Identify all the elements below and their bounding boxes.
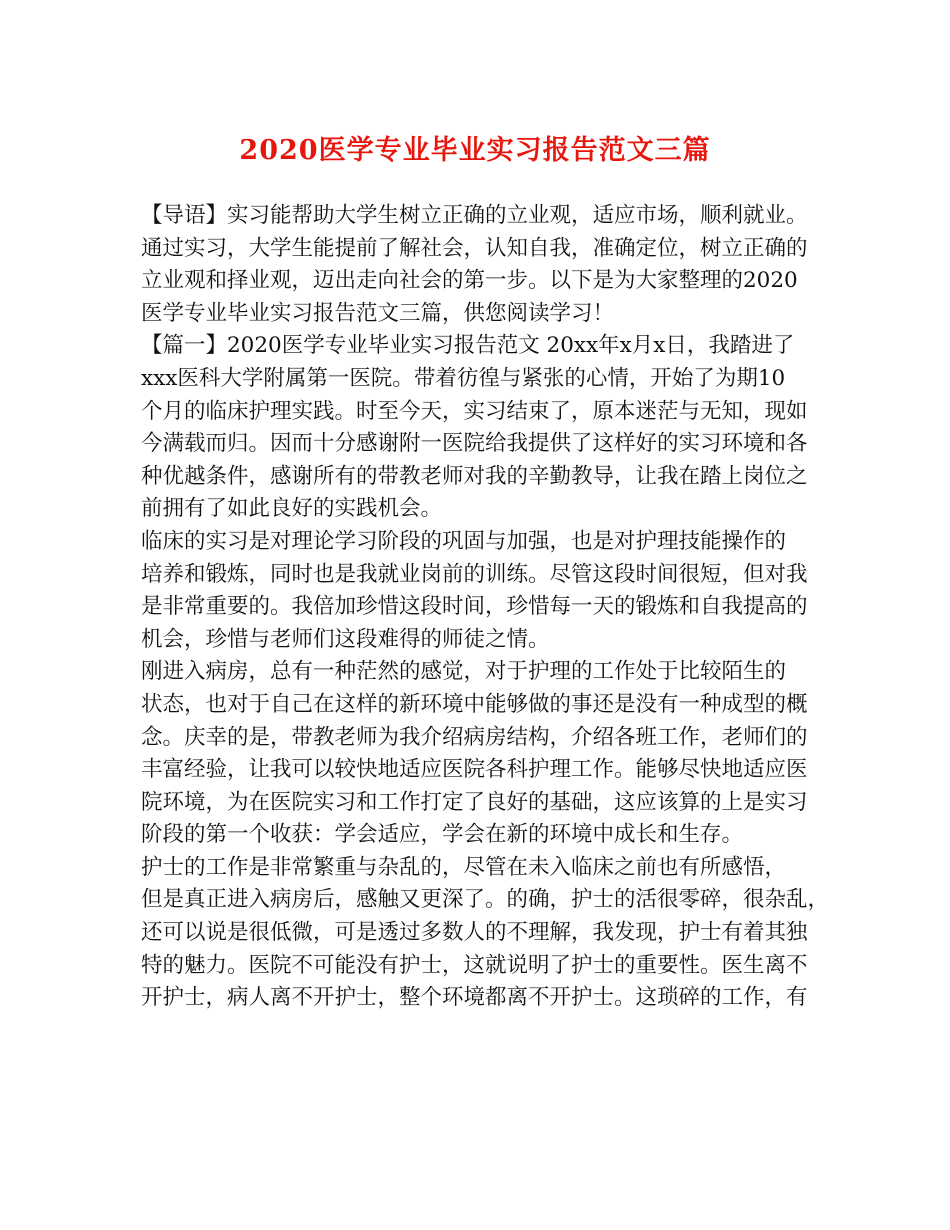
body-line: xxx医科大学附属第一医院。带着彷徨与紧张的心情，开始了为期10 [141, 365, 786, 391]
body-line: 还可以说是很低微，可是透过多数人的不理解，我发现，护士有着其独 [141, 920, 808, 946]
body-line: 培养和锻炼，同时也是我就业岗前的训练。尽管这段时间很短，但对我 [141, 561, 808, 587]
body-line: 但是真正进入病房后，感触又更深了。的确，护士的活很零碎，很杂乱， [141, 887, 830, 913]
body-line: 开护士，病人离不开护士，整个环境都离不开护士。这琐碎的工作，有 [141, 985, 808, 1011]
body-line: 护士的工作是非常繁重与杂乱的，尽管在未入临床之前也有所感悟， [141, 854, 787, 880]
body-line: 刚进入病房，总有一种茫然的感觉，对于护理的工作处于比较陌生的 [141, 659, 787, 685]
body-line: 临床的实习是对理论学习阶段的巩固与加强，也是对护理技能操作的 [141, 528, 787, 554]
body-line: 念。庆幸的是，带教老师为我介绍病房结构，介绍各班工作，老师们的 [141, 724, 808, 750]
body-line: 状态，也对于自己在这样的新环境中能够做的事还是没有一种成型的概 [141, 691, 808, 717]
body-line: 个月的临床护理实践。时至今天，实习结束了，原本迷茫与无知，现如 [141, 398, 808, 424]
body-line: 【导语】实习能帮助大学生树立正确的立业观，适应市场，顺利就业。 [141, 203, 808, 228]
body-line: 前拥有了如此良好的实践机会。 [141, 496, 443, 522]
body-line: 丰富经验，让我可以较快地适应医院各科护理工作。能够尽快地适应医 [141, 757, 808, 783]
body-line: 种优越条件，感谢所有的带教老师对我的辛勤教导，让我在踏上岗位之 [141, 463, 808, 489]
document-title: 2020医学专业毕业实习报告范文三篇 [239, 135, 711, 166]
body-line: 医学专业毕业实习报告范文三篇，供您阅读学习！ [141, 300, 615, 326]
body-line: 立业观和择业观，迈出走向社会的第一步。以下是为大家整理的2020 [141, 268, 798, 294]
body-line: 机会，珍惜与老师们这段难得的师徒之情。 [141, 626, 550, 652]
body-line: 【篇一】2020医学专业毕业实习报告范文 20xx年x月x日，我踏进了 [141, 333, 795, 359]
body-line: 是非常重要的。我倍加珍惜这段时间，珍惜每一天的锻炼和自我提高的 [141, 594, 808, 620]
document-body [141, 200, 830, 1015]
body-line: 院环境，为在医院实习和工作打定了良好的基础，这应该算的上是实习 [141, 789, 808, 815]
body-line: 特的魅力。医院不可能没有护士，这就说明了护士的重要性。医生离不 [141, 952, 808, 978]
body-line: 通过实习，大学生能提前了解社会，认知自我，准确定位，树立正确的 [141, 235, 808, 261]
body-line: 今满载而归。因而十分感谢附一医院给我提供了这样好的实习环境和各 [141, 431, 808, 457]
body-line: 阶段的第一个收获：学会适应，学会在新的环境中成长和生存。 [141, 822, 744, 848]
